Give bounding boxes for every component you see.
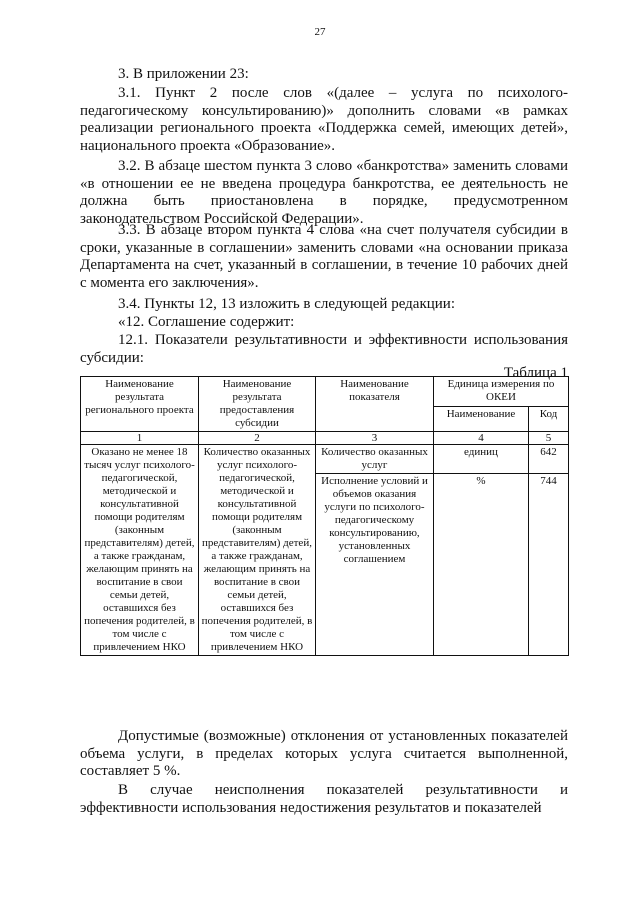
indicator-name: Исполнение условий и объемов оказания услуги по психолого-педагогическому консультированию, установленных соглашением	[321, 475, 428, 565]
cell-result-project: Оказано не менее 18 тысяч услуг психолого-педагогической, методической и консультативной помощи родителям (законным представителям) детей, а также гражданам, желающим принять на воспитание в свои семьи детей, оставшихся без попечения родителей, в том числе с привлечением НКО	[81, 445, 199, 656]
col-number: 1	[81, 432, 199, 445]
paragraph-3-4: 3.4. Пункты 12, 13 изложить в следующей редакции:	[118, 296, 455, 312]
cell-codes	[529, 445, 569, 656]
col-number: 2	[199, 432, 316, 445]
indicator-unit: единиц	[434, 445, 528, 474]
header-okei-code: Код	[529, 407, 569, 432]
paragraph-noncompliance: В случае неисполнения показателей результативности и эффективности использования недостижения результатов и показателей	[80, 782, 568, 816]
header-indicator-name: Наименование показателя	[316, 377, 434, 432]
col-number: 3	[316, 432, 434, 445]
paragraph-12-1: 12.1. Показатели результативности и эффективности использования субсидии:	[80, 332, 568, 366]
indicator-code: 744	[540, 475, 557, 487]
table-caption: Таблица 1	[503, 365, 568, 381]
cell-units	[434, 445, 529, 656]
indicators-table	[80, 376, 569, 656]
header-result-subsidy: Наименование результата предоставления субсидии	[199, 377, 316, 432]
cell-result-subsidy: Количество оказанных услуг психолого-педагогической, методической и консультативной помощи родителям (законным представителям) детей, а также гражданам, желающим принять на воспитание в свои семьи детей, оставшихся без попечения родителей, в том числе с привлечением НКО	[199, 445, 316, 656]
col-number: 5	[529, 432, 569, 445]
indicator-name: Количество оказанных услуг	[316, 445, 433, 474]
paragraph-deviation: Допустимые (возможные) отклонения от установленных показателей объема услуги, в пределах которых услуга считается выполненной, составляет 5 %.	[80, 728, 568, 779]
paragraph-12: «12. Соглашение содержит:	[118, 314, 295, 330]
cell-indicators	[316, 445, 434, 656]
page-number: 27	[314, 26, 326, 38]
paragraph-3-3: 3.3. В абзаце втором пункта 4 слова «на счет получателя субсидии в сроки, указанные в соглашении» заменить словами «на основании приказа Департамента на счет, указанный в соглашении, в течение 10 рабочих дней с момента его заключения».	[80, 222, 568, 291]
header-okei: Единица измерения по ОКЕИ	[434, 377, 569, 407]
header-result-project: Наименование результата регионального проекта	[81, 377, 199, 432]
table-header-row	[81, 377, 569, 407]
col-number: 4	[434, 432, 529, 445]
column-numbers-row	[81, 432, 569, 445]
paragraph-3-2: 3.2. В абзаце шестом пункта 3 слово «банкротства» заменить словами «в отношении ее не введена процедура банкротства, ее деятельность не должна быть приостановлена в порядке, предусмотренном законодательством Российской Федерации».	[80, 158, 568, 227]
header-okei-name: Наименование	[434, 407, 529, 432]
indicator-unit: %	[476, 475, 486, 487]
table-row	[81, 445, 569, 656]
paragraph-3: 3. В приложении 23:	[118, 66, 249, 82]
paragraph-3-1: 3.1. Пункт 2 после слов «(далее – услуга по психолого-педагогическому консультированию)» дополнить словами «в рамках реализации регионального проекта «Поддержка семей, имеющих детей», национального проекта «Образование».	[80, 85, 568, 154]
indicator-code: 642	[529, 445, 568, 474]
